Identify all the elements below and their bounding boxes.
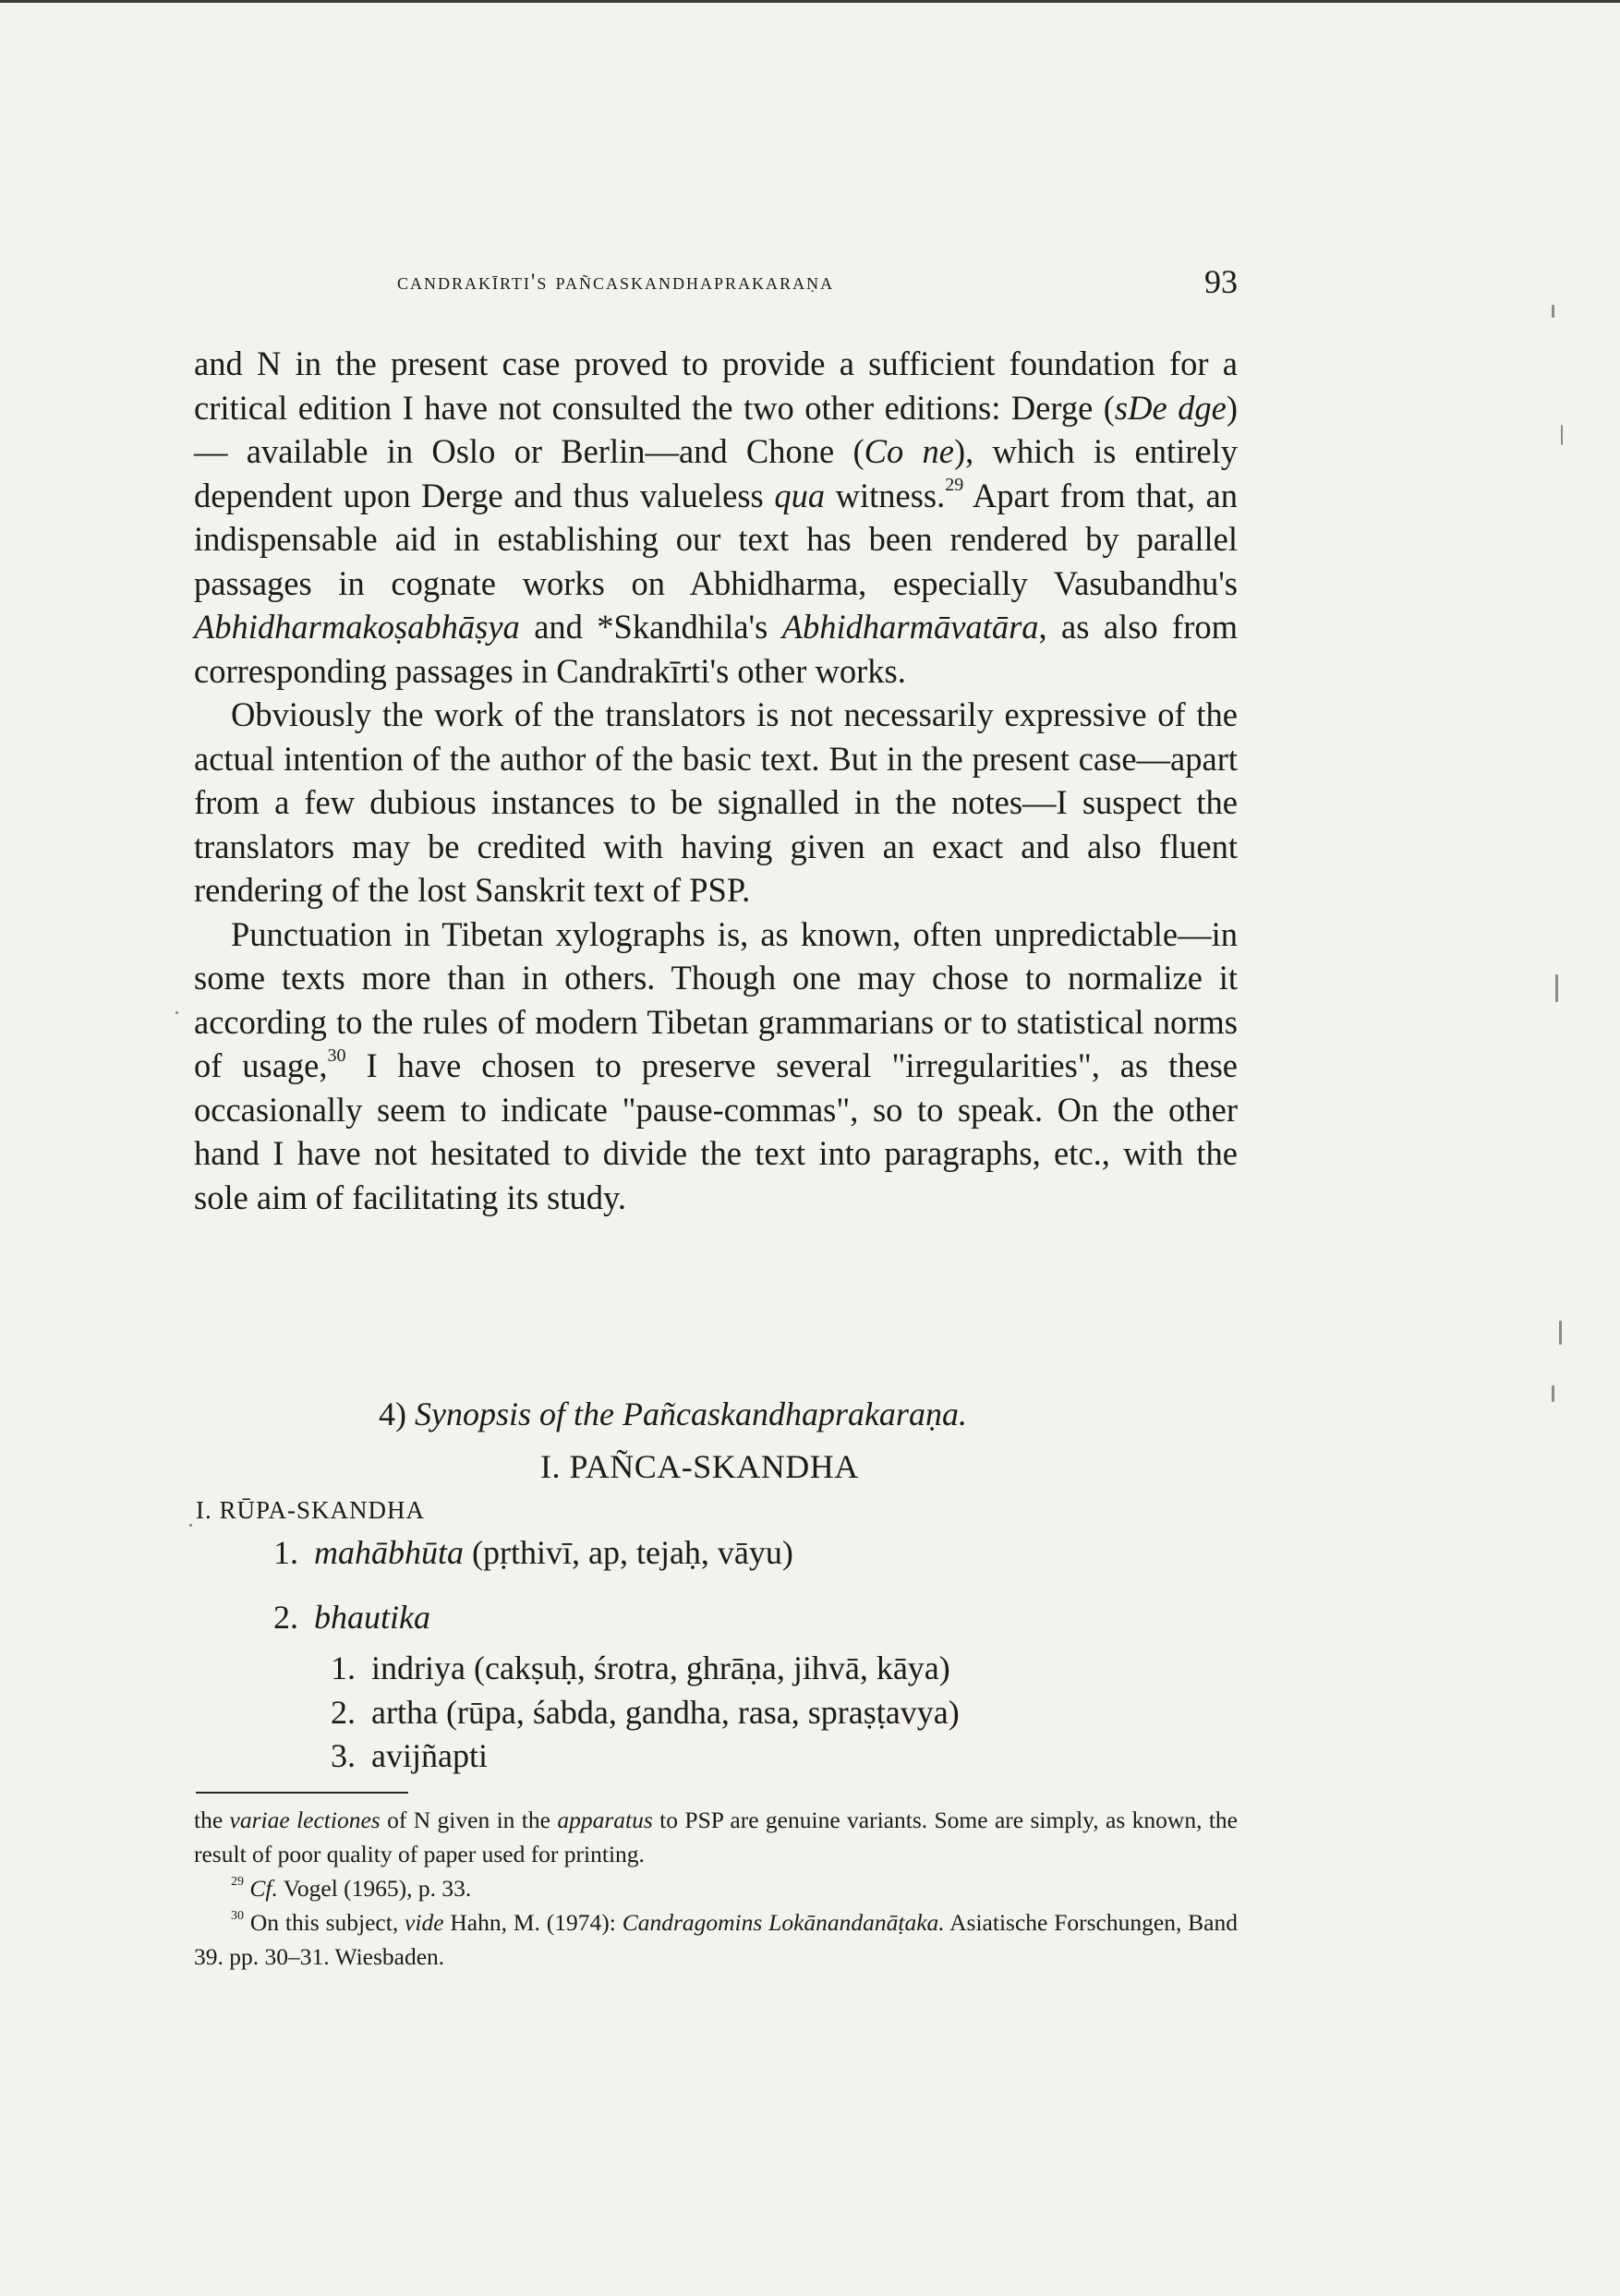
footnote-rule [196, 1792, 408, 1794]
text-run: ), which is entirely dependent upon Derge and thus valueless [194, 432, 1239, 514]
italic-text: Co ne [864, 432, 954, 470]
italic-text: variae lectiones [229, 1807, 381, 1833]
paragraph [194, 342, 1238, 693]
text-run: witness. [825, 476, 946, 514]
italic-text: Candragomins Lokānandanāṭaka. [622, 1909, 945, 1936]
scan-speck [1559, 1321, 1562, 1345]
list-number: 1. [273, 1534, 298, 1571]
text-run: Vogel (1965), p. 33. [277, 1875, 472, 1902]
italic-text: Abhidharmāvatāra [781, 608, 1039, 646]
footnote-marker: 30 [231, 1908, 245, 1923]
paragraph [194, 693, 1238, 912]
text-run: and N in the present case proved to provide a sufficient foundation for a critical edition I have not consulted the two other editions: Derge ( [194, 344, 1238, 427]
text-run: I have chosen to preserve several "irregularities", as these occasionally seem to indicate "pause-commas", so to speak. On the other hand I have not hesitated to divide the text into paragraphs, etc., with the sole aim of facilitating its study. [194, 1046, 1238, 1216]
list-detail: (pṛthivī, ap, tejaḥ, vāyu) [464, 1534, 793, 1571]
scan-speck [1555, 974, 1558, 1002]
footnote [194, 1803, 1238, 1871]
footnote [194, 1871, 1238, 1905]
text-run: to PSP are genuine variants. Some are simply, as known, the result of poor quality of paper used for printing. [194, 1807, 1238, 1867]
text-run: , as also from corresponding passages in Candrakīrti's other works. [194, 608, 1239, 690]
italic-text: sDe dge [1114, 388, 1227, 427]
list-number: 2. [273, 1599, 298, 1636]
footnote-marker: 30 [327, 1045, 346, 1066]
text-run: Apart from that, an indispensable aid in establishing our text has been rendered by parallel passages in cognate works on Abhidharma, especially Vasubandhu's [194, 476, 1238, 602]
page-number: 93 [1204, 263, 1238, 300]
list-term: mahābhūta [314, 1534, 464, 1571]
list-subitem [331, 1693, 960, 1732]
footnote-marker: 29 [945, 475, 964, 496]
italic-text: vide [405, 1909, 444, 1936]
list-number: 3. [331, 1737, 356, 1774]
footnotes [194, 1803, 1238, 1974]
text-run: Asiatische Forschungen, Band 39. pp. 30–31. Wiesbaden. [194, 1909, 1238, 1970]
text-run: the [194, 1807, 230, 1833]
list-number: 1. [331, 1649, 356, 1686]
text-run: Punctuation in Tibetan xylographs is, as known, often unpredictable—in some texts more than in others. Though one may chose to normalize it according to the rules of modern Tibetan grammarians or to statistical norms of usage, [194, 914, 1238, 1084]
synopsis-heading-text: Synopsis of the Pañcaskandhaprakaraṇa. [415, 1396, 967, 1432]
list-term: bhautika [314, 1599, 430, 1636]
running-head [194, 263, 1238, 305]
paragraph [194, 912, 1238, 1220]
footnote-marker: 29 [231, 1874, 245, 1889]
running-head-title: candrakīrti's pañcaskandhaprakaraṇa [397, 270, 835, 295]
list-detail: artha (rūpa, śabda, gandha, rasa, spraṣṭavya) [371, 1694, 960, 1731]
text-run: of N given in the [380, 1807, 558, 1833]
text-run: )— available in Oslo or Berlin—and Chone ( [194, 388, 1238, 470]
scan-speck [175, 1011, 178, 1014]
italic-text: Abhidharmakoṣabhāṣya [194, 608, 520, 646]
synopsis-heading [379, 1395, 967, 1433]
footnote [194, 1905, 1238, 1974]
italic-text: qua [774, 476, 826, 514]
section-title: I. PAÑCA-SKANDHA [540, 1448, 859, 1485]
synopsis-heading-number: 4) [379, 1396, 406, 1432]
scan-speck [189, 1524, 192, 1527]
text-run: Hahn, M. (1974): [443, 1909, 623, 1936]
subsection-title: I. RŪPA-SKANDHA [196, 1496, 426, 1524]
italic-text: Cf. [249, 1875, 278, 1902]
text-run: and *Skandhila's [519, 608, 782, 646]
list-detail: indriya (cakṣuḥ, śrotra, ghrāṇa, jihvā, kāya) [371, 1649, 950, 1686]
text-run: Obviously the work of the translators is not necessarily expressive of the actual intention of the author of the basic text. But in the present case—apart from a few dubious instances to be signalled in the notes—I suspect the translators may be credited with having given an exact and also fluent rendering of the lost Sanskrit text of PSP. [194, 695, 1238, 909]
body-text [194, 342, 1238, 1219]
list-item [273, 1533, 793, 1572]
list-detail: avijñapti [371, 1737, 488, 1774]
text-run: On this subject, [244, 1909, 405, 1936]
italic-text: apparatus [557, 1807, 653, 1833]
scan-speck [1561, 425, 1563, 445]
page-top-edge [0, 0, 1620, 3]
list-subitem [331, 1649, 950, 1687]
list-number: 2. [331, 1694, 356, 1731]
scan-speck [1552, 1385, 1554, 1402]
list-subitem [331, 1736, 488, 1775]
scan-speck [1552, 305, 1554, 318]
list-item [273, 1598, 430, 1637]
